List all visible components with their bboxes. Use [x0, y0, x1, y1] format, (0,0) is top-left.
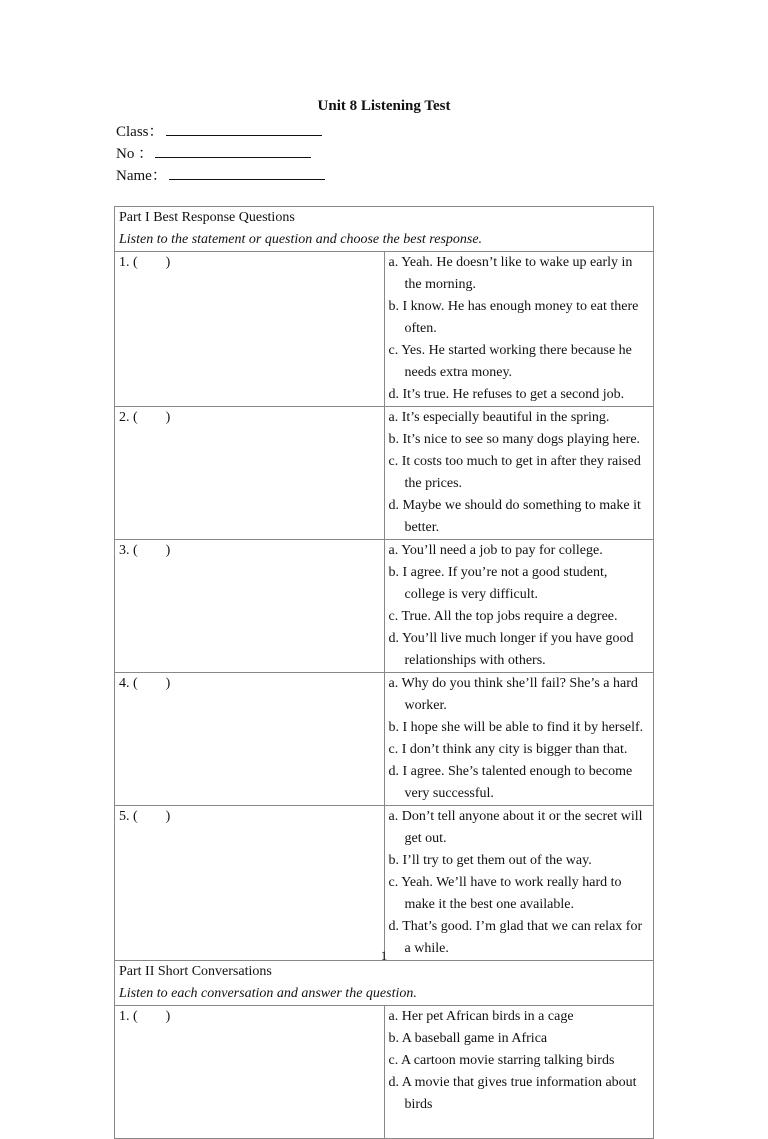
- option-b: b. It’s nice to see so many dogs playing here.: [388, 432, 641, 447]
- option-b: b. I know. He has enough money to eat there often.: [388, 299, 639, 336]
- question-number: 5. ( ): [119, 809, 171, 824]
- question-row: [115, 1006, 654, 1139]
- part2-header-cell: [115, 961, 654, 1006]
- part1-header-cell: [115, 207, 654, 252]
- option-c: c. True. All the top jobs require a degree.: [388, 609, 618, 624]
- question-row: [115, 806, 654, 961]
- question-row: [115, 673, 654, 806]
- option-d: d. Maybe we should do something to make it better.: [388, 498, 641, 535]
- option-d: d. It’s true. He refuses to get a second job.: [388, 387, 625, 402]
- option-d: d. That’s good. I’m glad that we can relax for a while.: [388, 919, 643, 956]
- options-cell: [384, 673, 654, 806]
- option-a: a. Don’t tell anyone about it or the secret will get out.: [388, 809, 643, 846]
- class-blank-line[interactable]: [166, 119, 322, 136]
- test-table: [114, 206, 654, 1139]
- question-number-cell[interactable]: [115, 407, 385, 540]
- page-title: Unit 8 Listening Test: [317, 98, 451, 114]
- question-row: [115, 407, 654, 540]
- part1-title: Part I Best Response Questions: [119, 210, 295, 225]
- part1-instruction: Listen to the statement or question and choose the best response.: [119, 232, 483, 247]
- option-b: b. I hope she will be able to find it by herself.: [388, 720, 644, 735]
- option-a: a. You’ll need a job to pay for college.: [388, 543, 603, 558]
- options-cell: [384, 252, 654, 407]
- name-field: [116, 163, 325, 186]
- option-d: d. You’ll live much longer if you have good relationships with others.: [388, 631, 634, 668]
- options-cell: [384, 806, 654, 961]
- options-cell: [384, 1006, 654, 1139]
- option-b: b. I agree. If you’re not a good student, college is very difficult.: [388, 565, 608, 602]
- question-number: 1. ( ): [119, 1009, 171, 1024]
- option-c: c. Yes. He started working there because he needs extra money.: [388, 343, 632, 380]
- class-field: [116, 119, 322, 142]
- option-c: c. I don’t think any city is bigger than that.: [388, 742, 628, 757]
- option-a: a. Why do you think she’ll fail? She’s a hard worker.: [388, 676, 638, 713]
- options-cell: [384, 407, 654, 540]
- question-number-cell[interactable]: [115, 252, 385, 407]
- option-c: c. Yeah. We’ll have to work really hard to make it the best one available.: [388, 875, 622, 912]
- option-c: c. A cartoon movie starring talking birds: [388, 1053, 615, 1068]
- question-number-cell[interactable]: [115, 540, 385, 673]
- option-c: c. It costs too much to get in after they raised the prices.: [388, 454, 641, 491]
- option-d: d. I agree. She’s talented enough to become very successful.: [388, 764, 633, 801]
- name-blank-line[interactable]: [169, 163, 325, 180]
- name-label: Name：: [116, 168, 167, 184]
- part2-title: Part II Short Conversations: [119, 964, 272, 979]
- number-field: [116, 141, 311, 164]
- question-row: [115, 540, 654, 673]
- question-number: 1. ( ): [119, 255, 171, 270]
- question-number: 4. ( ): [119, 676, 171, 691]
- page-number: 1: [380, 948, 388, 963]
- question-number: 2. ( ): [119, 410, 171, 425]
- option-a: a. Her pet African birds in a cage: [388, 1009, 574, 1024]
- question-number-cell[interactable]: [115, 1006, 385, 1139]
- part2-header-row: [115, 961, 654, 1006]
- number-blank-line[interactable]: [155, 141, 311, 158]
- option-a: a. It’s especially beautiful in the spring.: [388, 410, 610, 425]
- number-label: No ：: [116, 146, 154, 162]
- option-a: a. Yeah. He doesn’t like to wake up early in the morning.: [388, 255, 633, 292]
- options-cell: [384, 540, 654, 673]
- class-label: Class：: [116, 124, 164, 140]
- part2-instruction: Listen to each conversation and answer the question.: [119, 986, 417, 1001]
- option-b: b. A baseball game in Africa: [388, 1031, 548, 1046]
- question-row: [115, 252, 654, 407]
- question-number-cell[interactable]: [115, 673, 385, 806]
- part1-header-row: [115, 207, 654, 252]
- question-number-cell[interactable]: [115, 806, 385, 961]
- option-d: d. A movie that gives true information about birds: [388, 1075, 637, 1112]
- option-b: b. I’ll try to get them out of the way.: [388, 853, 592, 868]
- question-number: 3. ( ): [119, 543, 171, 558]
